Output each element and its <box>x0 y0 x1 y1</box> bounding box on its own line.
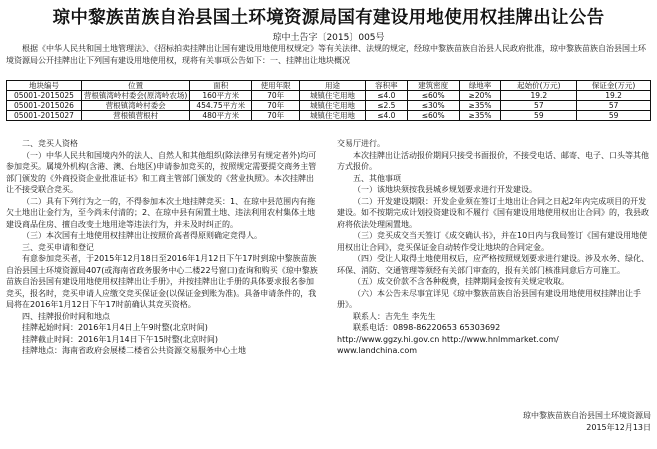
paragraph: （一）中华人民共和国境内外的法人、自然人和其他组织(除法律另有规定者外)均可参加竞买。属境外机构(含港、澳、台地区)申请参加竞买的，按照规定需要提交商务主管部门颁发的《外商投资企业批准证书》和工商主管部门颁发的《营业执照》。本次挂牌出让不接受联合竞买。 <box>6 150 317 194</box>
table-cell: 70年 <box>252 111 300 121</box>
paragraph: http://www.ggzy.hi.gov.cn http://www.hnlmmarket.com/ <box>337 334 559 344</box>
table-cell: ≤60% <box>407 111 459 121</box>
table-header-cell: 容积率 <box>365 81 407 91</box>
left-column <box>6 138 318 357</box>
paragraph: （三）竞买成交当天签订《成交确认书》，并在10日内与我局签订《国有建设用地使用权出让合同》，竞买保证金自动转作受让地块的合同定金。 <box>337 231 648 252</box>
table-cell: ≤30% <box>407 101 459 111</box>
parcel-table <box>6 80 651 121</box>
paragraph: 挂牌截止时间：2016年1月14日下午15时整(北京时间) <box>22 334 219 344</box>
table-cell: 70年 <box>252 91 300 101</box>
paragraph: 本次挂牌出让活动报价期间只接受书面报价，不接受电话、邮寄、电子、口头等其他方式报价。 <box>337 150 649 171</box>
table-cell: ≤2.5 <box>365 101 407 111</box>
paragraph: 有意参加竞买者，于2015年12月18日至2016年1月12日下午17时到琼中黎族苗族自治县国土环境资源局407(或海南省政务服务中心二楼22号窗口)查询和购买《琼中黎族苗族自治县国有建设用地使用权挂牌出让手册》，并按挂牌出让手册的具体要求报名参加竞买，报名时，竞买申请人应缴交竞买保证金(以保证金到账为准)。具备申请条件的，我局将在2016年1月12日下午17时前确认其竞买资格。 <box>6 254 318 309</box>
table-cell: ≥35% <box>459 101 501 111</box>
table-header-cell: 面积 <box>190 81 252 91</box>
table-cell: 城镇住宅用地 <box>300 91 366 101</box>
table-header-cell: 绿地率 <box>459 81 501 91</box>
paragraph: 挂牌起始时间：2016年1月4日上午9时整(北京时间) <box>22 323 208 332</box>
table-cell: 05001-2015025 <box>7 91 82 101</box>
table-row <box>7 111 651 121</box>
table-cell: 454.75平方米 <box>190 101 252 111</box>
table-header-cell: 保证金(万元) <box>577 81 651 91</box>
paragraph: （六）本公告未尽事宜详见《琼中黎族苗族自治县国有建设用地使用权挂牌出让手册》。 <box>337 288 641 309</box>
table-cell: 05001-2015027 <box>7 111 82 121</box>
paragraph: 交易厅进行。 <box>337 139 385 148</box>
paragraph: （一）该地块须按我县城乡规划要求进行开发建设。 <box>353 185 537 194</box>
table-cell: 70年 <box>252 101 300 111</box>
table-cell: ≤4.0 <box>365 91 407 101</box>
table-header-cell: 起始价(万元) <box>501 81 577 91</box>
section-heading: 五、其他事项 <box>353 173 401 183</box>
table-cell: 57 <box>501 101 577 111</box>
section-heading: 三、竞买申请和登记 <box>22 242 94 252</box>
paragraph: www.landchina.com <box>337 346 418 355</box>
paragraph: 联系人：吉先生 李先生 <box>353 311 436 321</box>
table-cell: 480平方米 <box>190 111 252 121</box>
table-cell: 19.2 <box>577 91 651 101</box>
notice-title: 琼中黎族苗族自治县国土环境资源局国有建设用地使用权挂牌出让公告 <box>52 8 605 28</box>
table-cell: ≥20% <box>459 91 501 101</box>
paragraph: （二）开发建设期限：开发企业须在签订土地出让合同之日起2年内完成项目的开发建设。如不按期完成计划投资建设和不履行《国有建设用地使用权出让合同》的，我县政府将依法处理闲置地。 <box>337 196 649 229</box>
table-cell: 59 <box>501 111 577 121</box>
table-header-cell: 用途 <box>300 81 366 91</box>
table-cell: 城镇住宅用地 <box>300 111 366 121</box>
table-header-cell: 位置 <box>81 81 189 91</box>
table-cell: 160平方米 <box>190 91 252 101</box>
table-cell: 营根镇湾岭村委会(原湾岭农场) <box>81 91 189 101</box>
intro-paragraph: 根据《中华人民共和国土地管理法》、《招标拍卖挂牌出让国有建设用地使用权规定》等有关法律、法规的规定，经琼中黎族苗族自治县人民政府批准，琼中黎族苗族自治县国土环境资源局公开挂牌出让下列国有建设用地使用权，现将有关事项公告如下：一、挂牌出让地块概况 <box>6 44 646 65</box>
table-body <box>7 91 651 121</box>
signature-date: 2015年12月13日 <box>586 422 651 432</box>
table-header-row <box>7 81 651 91</box>
table-cell: 营根镇湾岭村委会 <box>81 101 189 111</box>
table-row <box>7 101 651 111</box>
paragraph: 挂牌地点：海南省政府会展楼二楼省公共资源交易服务中心土地 <box>22 346 246 355</box>
table-cell: 19.2 <box>501 91 577 101</box>
section-heading: 二、竞买人资格 <box>22 139 78 148</box>
right-column <box>337 138 651 357</box>
paragraph: （四）受让人取得土地使用权后，应严格按照规划要求进行建设。涉及水务、绿化、环保、消防、交通管理等须经有关部门审查的，报有关部门核准同意后方可施工。 <box>337 254 649 275</box>
signature-block <box>337 410 651 433</box>
table-cell: ≤4.0 <box>365 111 407 121</box>
table-cell: 05001-2015026 <box>7 101 82 111</box>
paragraph: （三）本次国有土地使用权挂牌出让按照价高者得原则确定竞得人。 <box>22 231 262 240</box>
table-row <box>7 91 651 101</box>
section-heading: 四、挂牌报价时间和地点 <box>22 311 110 321</box>
paragraph: 联系电话：0898-86220653 65303692 <box>353 323 501 332</box>
table-cell: ≥35% <box>459 111 501 121</box>
paragraph: （二）具有下列行为之一的，不得参加本次土地挂牌竞买：1、在琼中县范围内有拖欠土地出让金行为，至今尚未付清的；2、在琼中县有闲置土地、违法利用农村集体土地建设商品住房、擅自改变土地用途等违法行为，并未及时纠正的。 <box>6 196 316 229</box>
document-number: 琼中土告字〔2015〕005号 <box>272 33 385 43</box>
table-header-cell: 使用年限 <box>252 81 300 91</box>
table-header-cell: 建筑密度 <box>407 81 459 91</box>
table-cell: 57 <box>577 101 651 111</box>
table-cell: ≤60% <box>407 91 459 101</box>
table-cell: 营根镇营根村 <box>81 111 189 121</box>
table-header-cell: 地块编号 <box>7 81 82 91</box>
paragraph: （五）成交价款不含各种税费，挂牌期间金按有关规定收取。 <box>353 277 569 286</box>
table-cell: 59 <box>577 111 651 121</box>
table-cell: 城镇住宅用地 <box>300 101 366 111</box>
signature-org: 琼中黎族苗族自治县国土环境资源局 <box>523 411 651 420</box>
